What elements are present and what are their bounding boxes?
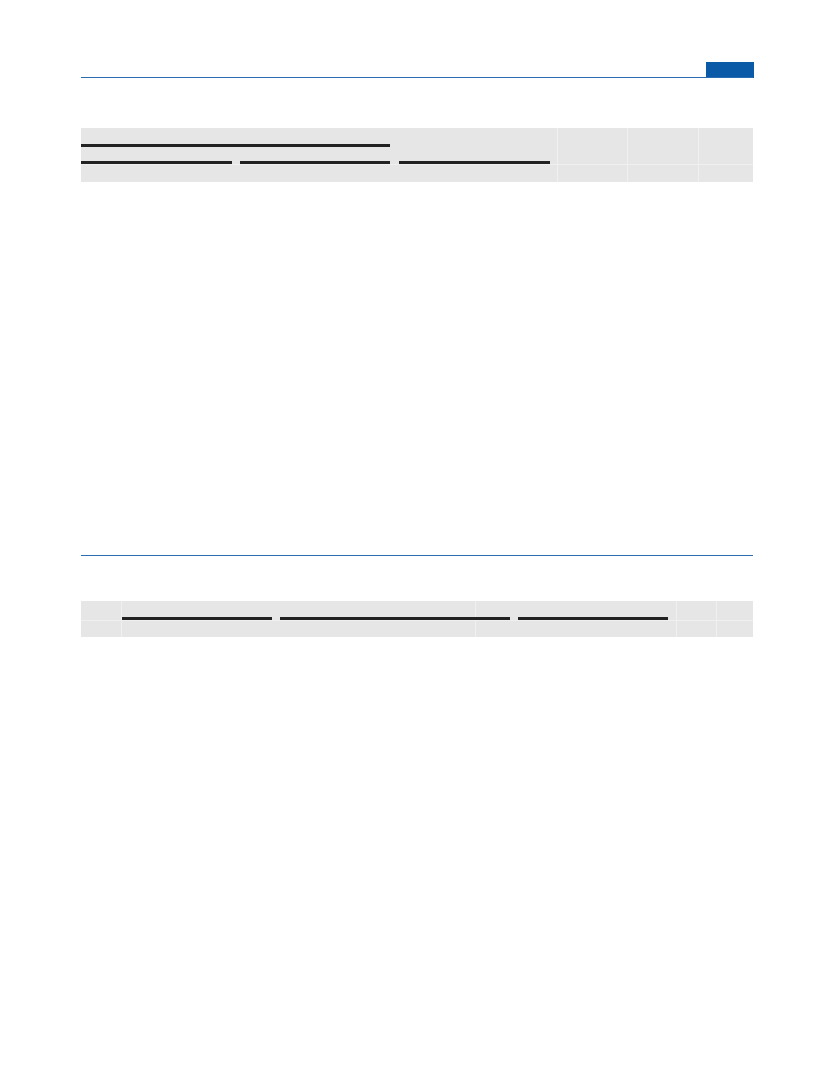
top-table-col-divider (627, 128, 628, 182)
page-number-tab (706, 62, 754, 78)
top-table-subheader-underline (81, 161, 232, 164)
bottom-table-header (81, 601, 753, 637)
bottom-table-header-underline (122, 617, 272, 620)
top-table-col-divider (698, 128, 699, 182)
bottom-table-col-divider (676, 601, 677, 637)
top-table-row-divider (81, 164, 753, 165)
top-table-subheader-underline (240, 161, 390, 164)
bottom-table-header-underline (518, 617, 668, 620)
header-rule (81, 77, 753, 78)
top-table-col-divider (557, 128, 558, 182)
top-table-subheader-underline (399, 161, 550, 164)
top-table-group-underline (81, 144, 390, 147)
bottom-table-header-underline (280, 617, 510, 620)
section-rule (81, 555, 753, 556)
top-table-header (81, 128, 753, 182)
bottom-table-col-divider (716, 601, 717, 637)
bottom-table-row-divider (81, 620, 753, 621)
